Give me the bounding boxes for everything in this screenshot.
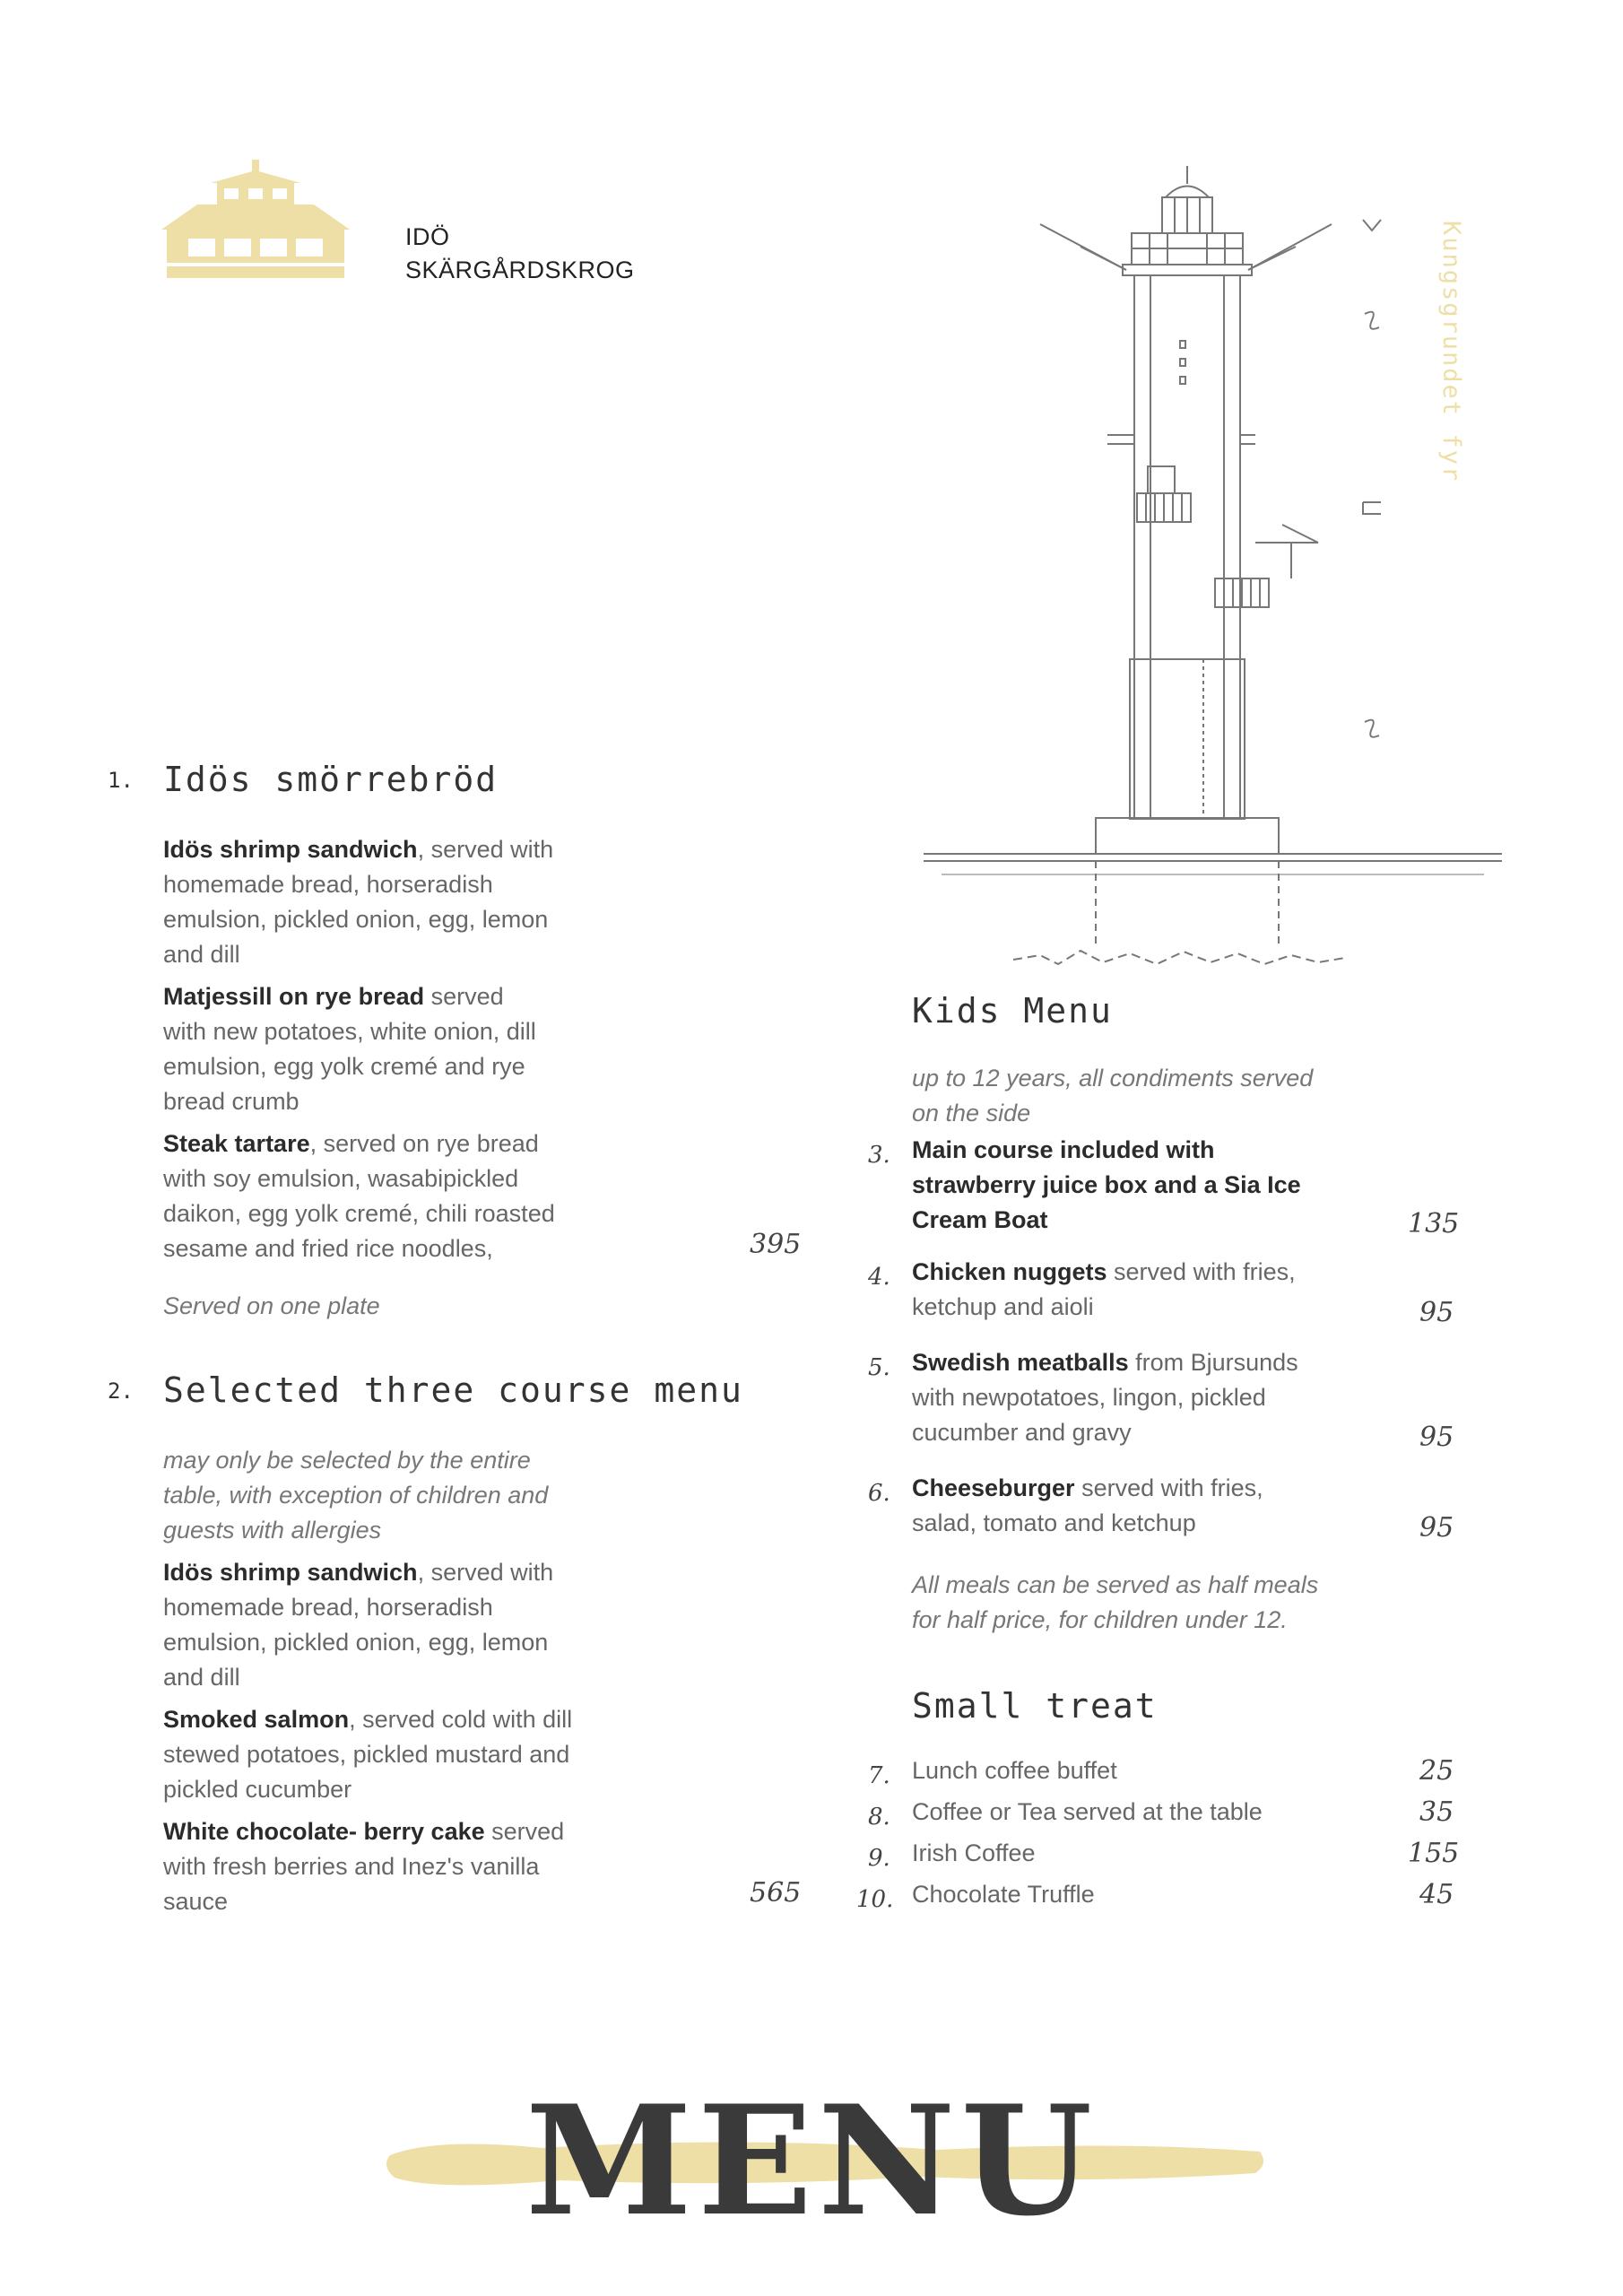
- intro-line: guests with allergies: [163, 1517, 382, 1544]
- item-desc: ketchup and aioli: [912, 1293, 1094, 1320]
- menu-item: [163, 1814, 719, 1919]
- item-desc: with newpotatoes, lingon, pickled: [912, 1384, 1266, 1411]
- lighthouse-illustration: [924, 157, 1502, 1000]
- item-desc: sesame and fried rice noodles,: [163, 1235, 493, 1262]
- menu-item: [163, 1126, 719, 1266]
- intro-line: table, with exception of children and: [163, 1482, 549, 1509]
- kids-item: [912, 1471, 1414, 1541]
- item-price: 155: [1408, 1838, 1460, 1869]
- item-name: Idös shrimp sandwich: [163, 1559, 418, 1586]
- item-desc: emulsion, pickled onion, egg, lemon: [163, 1629, 549, 1656]
- item-desc: daikon, egg yolk cremé, chili roasted: [163, 1200, 555, 1227]
- item-price: 95: [1419, 1422, 1454, 1453]
- item-name: White chocolate- berry cake: [163, 1818, 485, 1845]
- item-desc: stewed potatoes, pickled mustard and: [163, 1741, 570, 1768]
- section-title: Idös smörrebröd: [163, 760, 499, 799]
- kids-item: [912, 1133, 1414, 1238]
- section-title: Selected three course menu: [163, 1370, 743, 1410]
- item-desc: , served on rye bread: [309, 1130, 539, 1157]
- section-number: 1.: [108, 768, 134, 793]
- item-name: Cream Boat: [912, 1206, 1048, 1233]
- intro-line: up to 12 years, all condiments served: [912, 1065, 1314, 1091]
- item-desc: served: [484, 1818, 565, 1845]
- item-desc: salad, tomato and ketchup: [912, 1509, 1196, 1536]
- item-number: 3.: [868, 1142, 890, 1169]
- kids-menu-title: Kids Menu: [912, 991, 1113, 1031]
- item-number: 4.: [868, 1264, 890, 1291]
- lighthouse-caption: Kungsgrundet fyr: [1437, 221, 1465, 483]
- item-desc: and dill: [163, 1664, 240, 1691]
- item-number: 7.: [868, 1762, 890, 1789]
- item-desc: homemade bread, horseradish: [163, 1594, 493, 1621]
- item-name: Chicken nuggets: [912, 1258, 1107, 1285]
- item-desc: from Bjursunds: [1128, 1349, 1298, 1376]
- section1-price: 395: [750, 1229, 802, 1260]
- item-price: 95: [1419, 1512, 1454, 1544]
- item-desc: pickled cucumber: [163, 1776, 352, 1803]
- section1-note: Served on one plate: [163, 1292, 380, 1319]
- section2-items: [163, 1555, 719, 1919]
- item-desc: emulsion, egg yolk cremé and rye: [163, 1053, 525, 1080]
- brand-line-1: IDÖ: [405, 223, 450, 250]
- restaurant-logo-icon: [161, 160, 350, 281]
- item-desc: sauce: [163, 1888, 229, 1915]
- item-name: Steak tartare: [163, 1130, 310, 1157]
- item-desc: cucumber and gravy: [912, 1419, 1132, 1446]
- kids-item: [912, 1345, 1414, 1450]
- item-desc: served with fries,: [1074, 1474, 1263, 1501]
- item-name: Matjessill on rye bread: [163, 983, 425, 1010]
- treat-item-label: Irish Coffee: [912, 1839, 1036, 1866]
- menu-banner-title: MENU: [525, 2072, 1098, 2249]
- item-desc: homemade bread, horseradish: [163, 871, 493, 898]
- kids-menu-intro: [912, 1061, 1468, 1131]
- treat-item-label: Coffee or Tea served at the table: [912, 1798, 1263, 1825]
- treat-item-label: Lunch coffee buffet: [912, 1757, 1117, 1784]
- brand-name: [405, 221, 635, 287]
- item-number: 5.: [868, 1354, 890, 1381]
- item-number: 8.: [868, 1804, 890, 1831]
- note-line: for half price, for children under 12.: [912, 1606, 1288, 1633]
- item-desc: bread crumb: [163, 1088, 299, 1115]
- intro-line: on the side: [912, 1100, 1031, 1126]
- menu-item: [163, 1702, 719, 1807]
- section-number: 2.: [108, 1378, 134, 1404]
- item-desc: and dill: [163, 941, 240, 968]
- treat-item-label: Chocolate Truffle: [912, 1881, 1095, 1908]
- section1-items: [163, 832, 719, 1266]
- item-number: 6.: [868, 1480, 890, 1507]
- item-number: 10.: [856, 1886, 894, 1913]
- menu-item: [163, 979, 719, 1119]
- item-desc: served with fries,: [1107, 1258, 1296, 1285]
- item-desc: emulsion, pickled onion, egg, lemon: [163, 906, 549, 933]
- brand-line-2: SKÄRGÅRDSKROG: [405, 257, 635, 283]
- item-name: Cheeseburger: [912, 1474, 1075, 1501]
- item-name: Main course included with: [912, 1136, 1215, 1163]
- item-desc: with soy emulsion, wasabipickled: [163, 1165, 519, 1192]
- item-desc: served: [424, 983, 504, 1010]
- small-treat-title: Small treat: [912, 1686, 1158, 1726]
- menu-item: [163, 832, 719, 972]
- item-price: 95: [1419, 1297, 1454, 1328]
- item-desc: , served with: [417, 836, 554, 863]
- item-name: strawberry juice box and a Sia Ice: [912, 1171, 1301, 1198]
- kids-item: [912, 1255, 1414, 1325]
- item-name: Smoked salmon: [163, 1706, 350, 1733]
- item-desc: , served cold with dill: [349, 1706, 573, 1733]
- item-number: 9.: [868, 1845, 890, 1872]
- kids-menu-note: [912, 1568, 1468, 1638]
- item-price: 45: [1419, 1879, 1454, 1910]
- item-desc: with new potatoes, white onion, dill: [163, 1018, 536, 1045]
- item-price: 35: [1419, 1796, 1454, 1828]
- note-line: All meals can be served as half meals: [912, 1571, 1319, 1598]
- item-desc: , served with: [417, 1559, 554, 1586]
- menu-item: [163, 1555, 719, 1695]
- item-name: Idös shrimp sandwich: [163, 836, 418, 863]
- section2-price: 565: [750, 1877, 802, 1909]
- item-price: 25: [1419, 1755, 1454, 1787]
- item-desc: with fresh berries and Inez's vanilla: [163, 1853, 540, 1880]
- section2-intro: [163, 1443, 719, 1548]
- item-price: 135: [1408, 1208, 1460, 1239]
- item-name: Swedish meatballs: [912, 1349, 1129, 1376]
- intro-line: may only be selected by the entire: [163, 1447, 531, 1474]
